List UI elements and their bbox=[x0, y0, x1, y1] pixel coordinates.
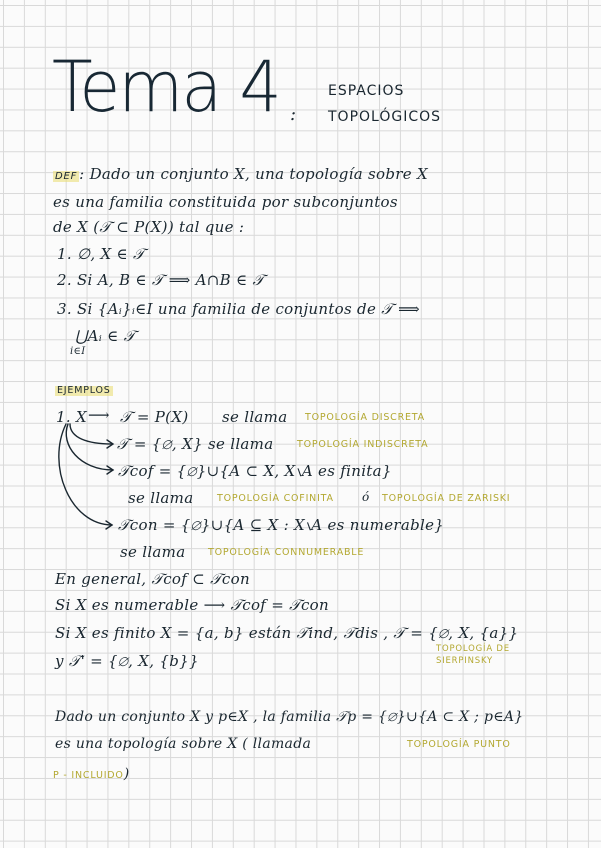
title-colon: : bbox=[290, 104, 297, 125]
axiom-2: 2. Si A, B ∈ 𝒯 ⟹ A∩B ∈ 𝒯 bbox=[57, 271, 265, 289]
indiscrete-formula: 𝒯 = {∅, X} bbox=[117, 435, 203, 453]
numerable-remark: Si X es numerable ⟶ 𝒯cof = 𝒯con bbox=[55, 596, 329, 614]
discrete-formula: 𝒯 = P(X) bbox=[120, 408, 189, 426]
sierpinski-label-line1: TOPOLOGÍA DE bbox=[436, 644, 510, 654]
cofinite-or: ó bbox=[362, 490, 370, 504]
point-included-line2: es una topología sobre X ( llamada bbox=[55, 736, 312, 752]
finite-remark: Si X es finito X = {a, b} están 𝒯ind, 𝒯dis , 𝒯 = {∅, X, {a}} bbox=[55, 624, 519, 642]
definition-line3: de X (𝒯 ⊂ P(X)) tal que : bbox=[53, 218, 245, 236]
conumerable-called: se llama bbox=[120, 543, 186, 561]
point-included-label-line2: P - INCLUIDO bbox=[53, 770, 124, 781]
indiscrete-called: se llama bbox=[208, 435, 274, 453]
example-1-arrow: ⟶ bbox=[88, 406, 110, 424]
point-included-label-line2-wrap bbox=[53, 765, 129, 781]
axiom-1: 1. ∅, X ∈ 𝒯 bbox=[57, 245, 145, 263]
cofinite-called: se llama bbox=[128, 489, 194, 507]
cofinite-formula: 𝒯cof = {∅}∪{A ⊂ X, X∖A es finita} bbox=[118, 462, 392, 480]
point-included-definition: Dado un conjunto X y p∈X , la familia 𝒯p = {∅}∪{A ⊂ X ; p∈A} bbox=[55, 709, 524, 725]
title-subtitle-line1: ESPACIOS bbox=[328, 83, 405, 99]
axiom-3: 3. Si {Aᵢ}ᵢ∈I una familia de conjuntos de 𝒯 ⟹ bbox=[57, 300, 420, 318]
discrete-called: se llama bbox=[222, 408, 288, 426]
def-line1-text: : Dado un conjunto X, una topología sobre X bbox=[79, 165, 428, 183]
conumerable-topology-label: TOPOLOGÍA CONNUMERABLE bbox=[208, 547, 365, 558]
discrete-topology-label: TOPOLOGÍA DISCRETA bbox=[305, 412, 425, 423]
point-included-label-line1: TOPOLOGÍA PUNTO bbox=[407, 739, 511, 750]
zariski-topology-label: TOPOLOGÍA DE ZARISKI bbox=[382, 493, 511, 504]
general-remark: En general, 𝒯cof ⊂ 𝒯con bbox=[55, 570, 250, 588]
point-included-close: ) bbox=[123, 766, 130, 782]
cofinite-topology-label: TOPOLOGÍA COFINITA bbox=[217, 493, 334, 504]
axiom-3-index: i∈I bbox=[70, 346, 86, 357]
page-title: Tema 4 bbox=[52, 46, 280, 128]
indiscrete-topology-label: TOPOLOGÍA INDISCRETA bbox=[297, 439, 429, 450]
axiom-3-union: ⋃Aᵢ ∈ 𝒯 bbox=[75, 327, 136, 345]
title-subtitle-line2: TOPOLÓGICOS bbox=[328, 109, 442, 125]
def-tag: DEF bbox=[55, 171, 78, 182]
definition-line2: es una familia constituida por subconjuntos bbox=[53, 193, 398, 211]
conumerable-formula: 𝒯con = {∅}∪{A ⊆ X : X∖A es numerable} bbox=[118, 516, 445, 534]
sierpinski-label-line2: SIERPINSKY bbox=[436, 656, 494, 666]
example-1-number: 1. X bbox=[56, 408, 87, 426]
examples-tag: EJEMPLOS bbox=[57, 385, 111, 396]
sierpinski-formula: y 𝒯' = {∅, X, {b}} bbox=[55, 652, 199, 670]
